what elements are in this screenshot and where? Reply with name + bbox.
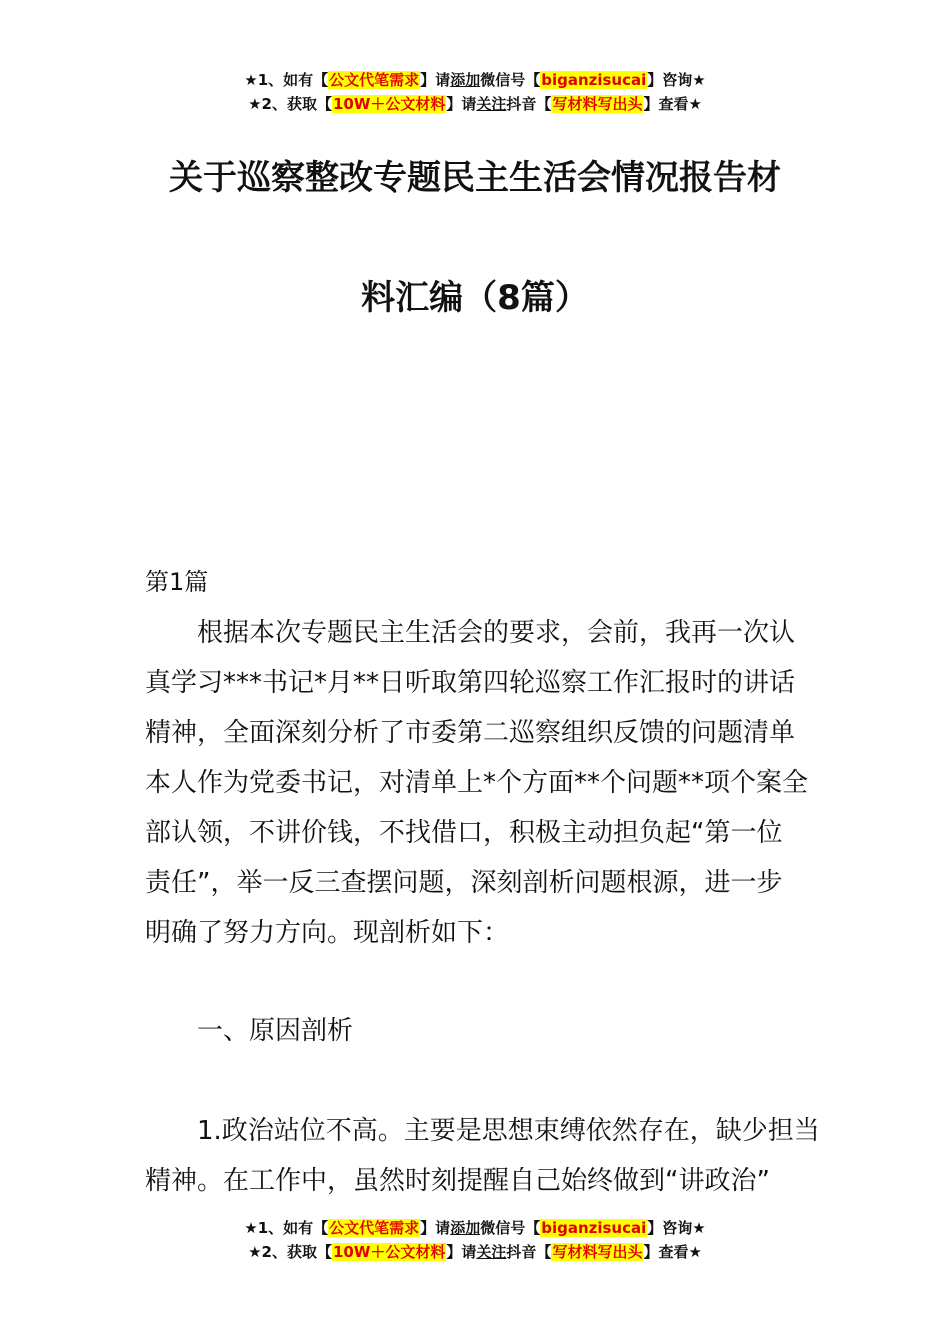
header-promo-banner	[0, 68, 950, 116]
paragraph-line: 真学习***书记*月**日听取第四轮巡察工作汇报时的讲话	[145, 668, 796, 698]
document-title-line-2: 料汇编（8篇）	[361, 278, 589, 318]
promo-text: 】咨询★	[647, 71, 706, 89]
paragraph-cause-analysis	[145, 1106, 820, 1206]
paragraph-line: 精神。在工作中，虽然时刻提醒自己始终做到“讲政治”	[145, 1166, 770, 1196]
promo-text: 抖音【	[506, 1243, 552, 1261]
chapter-label: 第1篇	[145, 568, 209, 596]
document-title-line-1: 关于巡察整改专题民主生活会情况报告材	[169, 158, 781, 198]
paragraph-line: 精神，全面深刻分析了市委第二巡察组织反馈的问题清单	[145, 718, 796, 748]
paragraph-intro	[145, 608, 810, 958]
promo-highlight-materials: 10W＋公文材料	[332, 95, 446, 113]
promo-highlight-service: 公文代笔需求	[329, 1219, 420, 1237]
promo-highlight-materials: 10W＋公文材料	[332, 1243, 446, 1261]
promo-line-2	[0, 1240, 950, 1264]
paragraph-line: 本人作为党委书记，对清单上*个方面**个问题**项个案全	[145, 768, 809, 798]
promo-text: ★2、获取【	[248, 1243, 332, 1261]
promo-text: ★1、如有【	[244, 1219, 329, 1237]
promo-underline-follow: 关注	[476, 1243, 507, 1261]
footer-promo-banner	[0, 1216, 950, 1264]
promo-text: 】请	[446, 1243, 477, 1261]
promo-underline-add: 添加	[450, 71, 481, 89]
promo-line-2	[0, 92, 950, 116]
promo-highlight-service: 公文代笔需求	[329, 71, 420, 89]
promo-text: 】请	[420, 1219, 451, 1237]
promo-underline-add: 添加	[450, 1219, 481, 1237]
paragraph-line: 根据本次专题民主生活会的要求，会前，我再一次认	[197, 618, 796, 648]
promo-text: 】查看★	[643, 95, 702, 113]
promo-text: ★1、如有【	[244, 71, 329, 89]
promo-text: 】请	[446, 95, 477, 113]
promo-text: ★2、获取【	[248, 95, 332, 113]
promo-text: 微信号【	[480, 1219, 541, 1237]
promo-highlight-douyin-id: 写材料写出头	[552, 95, 643, 113]
section-heading: 一、原因剖析	[197, 1016, 354, 1046]
promo-text: 】查看★	[643, 1243, 702, 1261]
paragraph-line: 明确了努力方向。现剖析如下：	[145, 918, 510, 948]
promo-text: 】请	[420, 71, 451, 89]
promo-highlight-wechat-id: biganzisucai	[541, 71, 647, 89]
paragraph-line: 部认领，不讲价钱，不找借口，积极主动担负起“第一位	[145, 818, 783, 848]
paragraph-line: 1.政治站位不高。主要是思想束缚依然存在，缺少担当	[197, 1116, 820, 1146]
promo-text: 抖音【	[506, 95, 552, 113]
paragraph-line: 责任”，举一反三查摆问题，深刻剖析问题根源，进一步	[145, 868, 783, 898]
promo-line-1	[0, 68, 950, 92]
promo-text: 微信号【	[480, 71, 541, 89]
promo-underline-follow: 关注	[476, 95, 507, 113]
promo-line-1	[0, 1216, 950, 1240]
promo-highlight-wechat-id: biganzisucai	[541, 1219, 647, 1237]
promo-highlight-douyin-id: 写材料写出头	[552, 1243, 643, 1261]
promo-text: 】咨询★	[647, 1219, 706, 1237]
